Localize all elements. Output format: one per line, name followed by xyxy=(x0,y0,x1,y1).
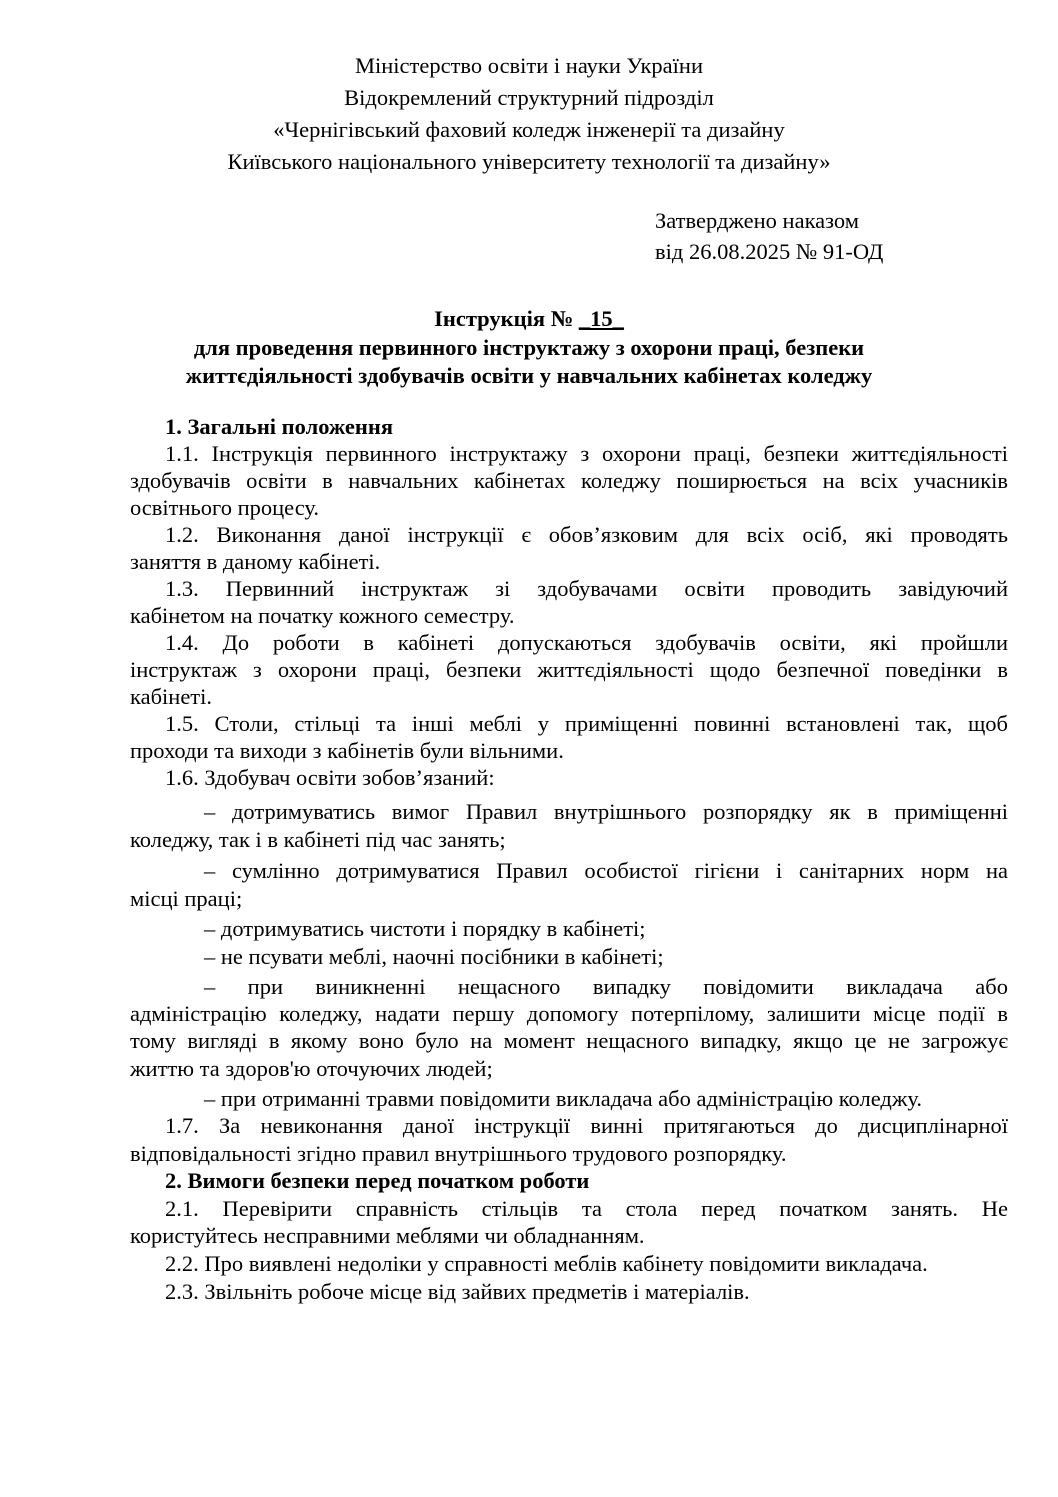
instruction-title-prefix: Інструкція № xyxy=(434,306,579,331)
instruction-subtitle-2: життєдіяльності здобувачів освіти у навчальних кабінетах коледжу xyxy=(185,363,873,388)
list-item-line: місці праці; xyxy=(130,886,243,911)
list-item-line: коледжу, так і в кабінеті під час занять; xyxy=(130,827,506,852)
paragraph-line: 2.3. Звільніть робоче місце від зайвих предметів і матеріалів. xyxy=(165,1279,750,1304)
paragraph-line: 1.1. Інструкція первинного інструктажу з охорони праці, безпеки життєдіяльності xyxy=(165,441,1008,466)
list-item-line: – при отриманні травми повідомити викладача або адміністрацію коледжу. xyxy=(204,1086,923,1111)
paragraph-line: користуйтесь несправними меблями чи обладнанням. xyxy=(130,1223,645,1248)
paragraph-line: кабінеті. xyxy=(130,684,213,709)
header-ministry: Міністерство освіти і науки України xyxy=(354,53,703,78)
paragraph-line: 1.4. До роботи в кабінеті допускаються здобувачів освіти, які пройшли xyxy=(165,630,1008,655)
list-item-line: – дотримуватись вимог Правил внутрішнього розпорядку як в приміщенні xyxy=(204,799,1008,824)
paragraph-line: 1.5. Столи, стільці та інші меблі у приміщенні повинні встановлені так, щоб xyxy=(165,711,1008,736)
instruction-title xyxy=(0,305,1058,332)
paragraph-line: 2.1. Перевірити справність стільців та стола перед початком занять. Не xyxy=(165,1196,1008,1221)
paragraph-line: заняття в даному кабінеті. xyxy=(130,549,381,574)
section-heading: 1. Загальні положення xyxy=(165,414,393,439)
header-college: «Чернігівський фаховий коледж інженерії та дизайну xyxy=(273,117,785,142)
paragraph-line: освітнього процесу. xyxy=(130,495,320,520)
paragraph-line: відповідальності згідно правил внутрішнього трудового розпорядку. xyxy=(130,1141,787,1166)
instruction-subtitle-1: для проведення первинного інструктажу з охорони праці, безпеки xyxy=(193,335,865,360)
header-subdivision: Відокремлений структурний підрозділ xyxy=(344,85,714,110)
list-item-line: – сумлінно дотримуватися Правил особистої гігієни і санітарних норм на xyxy=(204,858,1008,883)
paragraph-line: проходи та виходи з кабінетів були вільними. xyxy=(130,738,564,763)
list-item-line: життю та здоров'ю оточуючих людей; xyxy=(130,1056,493,1081)
paragraph-line: 2.2. Про виявлені недоліки у справності меблів кабінету повідомити викладача. xyxy=(165,1251,928,1276)
approval-order: від 26.08.2025 № 91-ОД xyxy=(655,239,884,264)
list-item-line: – не псувати меблі, наочні посібники в кабінеті; xyxy=(204,944,664,969)
list-item-line: адміністрацію коледжу, надати першу допомогу потерпілому, залишити місце події в xyxy=(130,1001,1008,1026)
section-heading: 2. Вимоги безпеки перед початком роботи xyxy=(165,1168,590,1193)
instruction-number: _15_ xyxy=(578,306,624,331)
paragraph-line: 1.3. Первинний інструктаж зі здобувачами освіти проводить завідуючий xyxy=(165,576,1008,601)
header-university: Київського національного університету технології та дизайну» xyxy=(227,149,831,174)
paragraph-line: 1.6. Здобувач освіти зобов’язаний: xyxy=(165,765,495,790)
paragraph-line: здобувачів освіти в навчальних кабінетах коледжу поширюється на всіх учасників xyxy=(130,468,1008,493)
paragraph-line: 1.2. Виконання даної інструкції є обов’язковим для всіх осіб, які проводять xyxy=(165,522,1008,547)
paragraph-line: інструктаж з охорони праці, безпеки життєдіяльності щодо безпечної поведінки в xyxy=(130,657,1008,682)
list-item-line: – при виникненні нещасного випадку повідомити викладача або xyxy=(204,974,1008,999)
approval-label: Затверджено наказом xyxy=(655,208,859,233)
paragraph-line: кабінетом на початку кожного семестру. xyxy=(130,603,515,628)
list-item-line: тому вигляді в якому воно було на момент нещасного випадку, якщо це не загрожує xyxy=(130,1028,1008,1053)
paragraph-line: 1.7. За невиконання даної інструкції винні притягаються до дисциплінарної xyxy=(165,1113,1008,1138)
list-item-line: – дотримуватись чистоти і порядку в кабінеті; xyxy=(204,916,646,941)
